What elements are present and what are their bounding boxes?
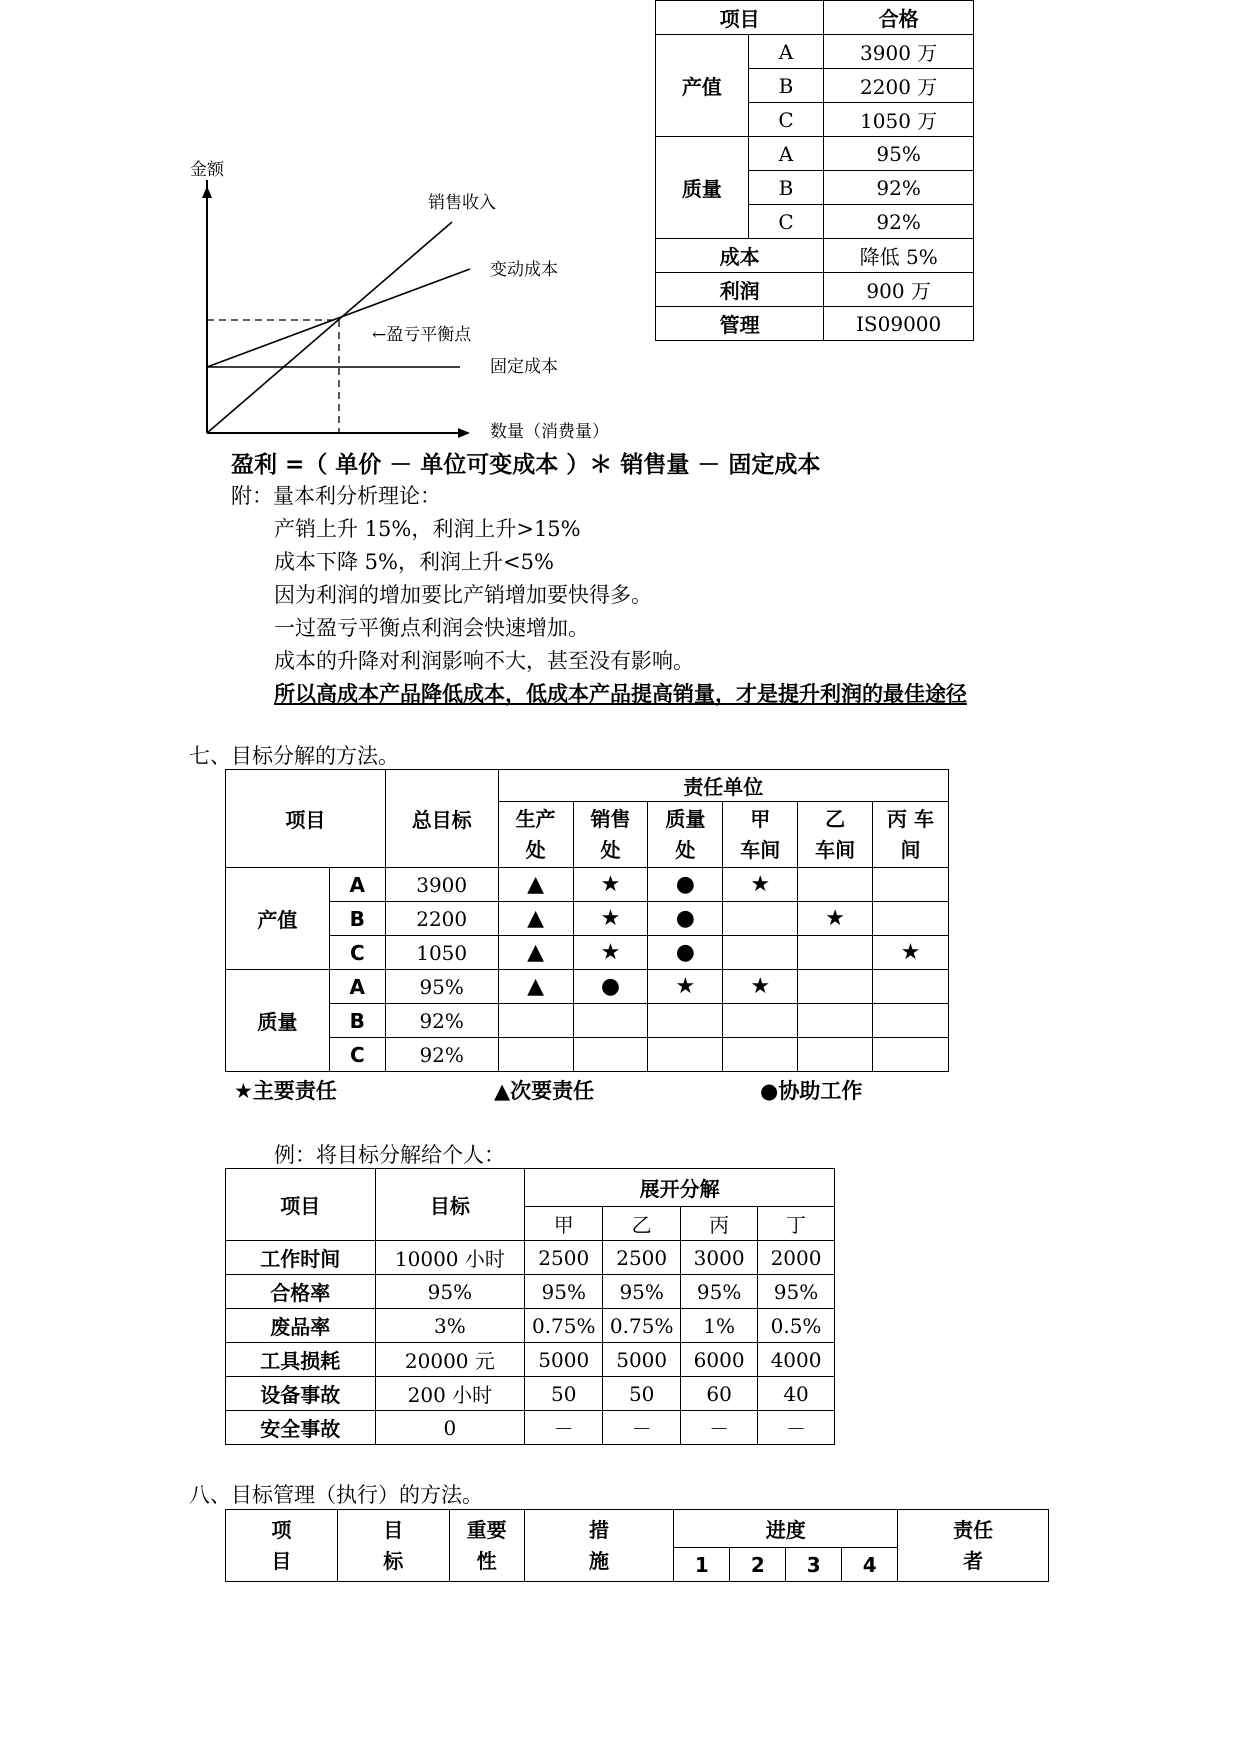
- exec-header-item: [226, 1510, 338, 1582]
- summary-value: 3900 万: [824, 35, 974, 69]
- decomp-mark: [573, 1038, 648, 1072]
- unit-line1: 质量: [665, 806, 706, 831]
- progress-col: 1: [674, 1548, 730, 1582]
- decomp-header-units: 责任单位: [498, 770, 948, 802]
- header-line2: 者: [963, 1548, 984, 1573]
- decomp-mark: [798, 970, 873, 1004]
- summary-management-label: 管理: [656, 307, 824, 341]
- decomp-mark: ★: [573, 936, 648, 970]
- summary-output-label: 产值: [656, 35, 749, 137]
- decomp-mark: ★: [573, 868, 648, 902]
- decomp-unit-header: [498, 802, 573, 868]
- summary-header-qualified: 合格: [824, 1, 974, 35]
- personal-value: 95%: [603, 1275, 681, 1309]
- decomp-total: 2200: [385, 902, 498, 936]
- personal-value: －: [525, 1411, 603, 1445]
- header-line1: 项: [271, 1517, 292, 1542]
- decomp-mark: ▲: [498, 868, 573, 902]
- person-header: 丁: [758, 1207, 835, 1241]
- appendix-line: 成本的升降对利润影响不大，甚至没有影响。: [274, 649, 694, 673]
- decomp-group-quality: 质量: [226, 970, 330, 1072]
- summary-cost-label: 成本: [656, 239, 824, 273]
- decomp-mark: [873, 868, 949, 902]
- decomp-mark: ★: [723, 970, 798, 1004]
- personal-value: －: [603, 1411, 681, 1445]
- personal-value: 95%: [525, 1275, 603, 1309]
- header-line2: 目: [271, 1548, 292, 1573]
- summary-value: 1050 万: [824, 103, 974, 137]
- decomp-total: 92%: [385, 1038, 498, 1072]
- decomp-unit-header: [723, 802, 798, 868]
- decomp-grade: A: [329, 970, 385, 1004]
- person-header: 丙: [681, 1207, 758, 1241]
- decomp-mark: [648, 1004, 723, 1038]
- variable-cost-line: [207, 269, 470, 367]
- progress-col: 3: [786, 1548, 842, 1582]
- personal-target: 200 小时: [375, 1377, 525, 1411]
- unit-line1: 销售: [590, 806, 631, 831]
- personal-header-breakdown: 展开分解: [525, 1169, 835, 1207]
- decomp-mark: ★: [648, 970, 723, 1004]
- unit-line1: 甲: [750, 806, 771, 831]
- fixed-cost-label: 固定成本: [490, 357, 558, 377]
- personal-header-target: 目标: [375, 1169, 525, 1241]
- personal-value: 50: [525, 1377, 603, 1411]
- summary-grade: B: [748, 171, 824, 205]
- summary-profit-label: 利润: [656, 273, 824, 307]
- progress-col: 2: [730, 1548, 786, 1582]
- header-line1: 责任: [953, 1517, 994, 1542]
- personal-target: 3%: [375, 1309, 525, 1343]
- decomp-mark: ●: [648, 936, 723, 970]
- decomp-header-item: 项目: [226, 770, 386, 868]
- decomp-total: 95%: [385, 970, 498, 1004]
- appendix-line: 产销上升 15%，利润上升>15%: [274, 517, 581, 541]
- personal-value: 0.75%: [603, 1309, 681, 1343]
- decomp-grade: C: [329, 1038, 385, 1072]
- personal-value: －: [681, 1411, 758, 1445]
- decomp-header-total: 总目标: [385, 770, 498, 868]
- decomp-mark: [498, 1004, 573, 1038]
- personal-value: 2000: [758, 1241, 835, 1275]
- personal-header-item: 项目: [226, 1169, 376, 1241]
- personal-value: 95%: [758, 1275, 835, 1309]
- decomp-mark: [798, 1038, 873, 1072]
- summary-table: [655, 0, 974, 341]
- decomp-mark: ●: [573, 970, 648, 1004]
- exec-header-measures: [524, 1510, 674, 1582]
- summary-cost-value: 降低 5%: [824, 239, 974, 273]
- appendix-line: 一过盈亏平衡点利润会快速增加。: [274, 616, 589, 640]
- personal-item: 工具损耗: [226, 1343, 376, 1377]
- header-line1: 重要: [466, 1517, 507, 1542]
- person-header: 乙: [603, 1207, 681, 1241]
- decomp-grade: B: [329, 902, 385, 936]
- personal-value: 50: [603, 1377, 681, 1411]
- summary-header-item: 项目: [656, 1, 824, 35]
- personal-target: 95%: [375, 1275, 525, 1309]
- appendix-line: 因为利润的增加要比产销增加要快得多。: [274, 583, 652, 607]
- decomp-mark: [723, 902, 798, 936]
- chart-y-axis-label: 金额: [190, 160, 224, 180]
- execution-table: [225, 1509, 1049, 1582]
- legend-secondary: ▲次要责任: [494, 1079, 595, 1103]
- decomp-mark: ●: [648, 868, 723, 902]
- decomp-grade: A: [329, 868, 385, 902]
- personal-value: －: [758, 1411, 835, 1445]
- decomp-mark: [798, 868, 873, 902]
- unit-line2: 车间: [740, 837, 781, 862]
- y-axis-arrow: [202, 186, 212, 198]
- decomp-mark: ★: [798, 902, 873, 936]
- personal-value: 2500: [603, 1241, 681, 1275]
- decomp-grade: C: [329, 936, 385, 970]
- decomp-mark: [723, 936, 798, 970]
- unit-line2: 处: [600, 837, 621, 862]
- personal-item: 合格率: [226, 1275, 376, 1309]
- decomp-group-output: 产值: [226, 868, 330, 970]
- decomp-mark: [873, 902, 949, 936]
- personal-value: 4000: [758, 1343, 835, 1377]
- unit-line2: 处: [675, 837, 696, 862]
- decomp-mark: [798, 936, 873, 970]
- section7-heading: 七、目标分解的方法。: [189, 744, 399, 768]
- decomp-mark: [723, 1038, 798, 1072]
- personal-item: 设备事故: [226, 1377, 376, 1411]
- unit-line2: 间: [900, 837, 921, 862]
- header-line1: 措: [589, 1517, 610, 1542]
- header-line2: 施: [589, 1548, 610, 1573]
- summary-grade: A: [748, 35, 824, 69]
- personal-value: 2500: [525, 1241, 603, 1275]
- decomp-unit-header: [873, 802, 949, 868]
- decomp-mark: [873, 1038, 949, 1072]
- unit-line2: 车间: [815, 837, 856, 862]
- personal-value: 5000: [525, 1343, 603, 1377]
- person-header: 甲: [525, 1207, 603, 1241]
- x-axis-arrow: [458, 428, 470, 438]
- personal-value: 0.5%: [758, 1309, 835, 1343]
- personal-value: 60: [681, 1377, 758, 1411]
- personal-target: 10000 小时: [375, 1241, 525, 1275]
- personal-value: 3000: [681, 1241, 758, 1275]
- breakeven-label: ←盈亏平衡点: [372, 325, 472, 345]
- personal-item: 废品率: [226, 1309, 376, 1343]
- revenue-label: 销售收入: [428, 193, 496, 213]
- personal-value: 5000: [603, 1343, 681, 1377]
- decomp-mark: ★: [873, 936, 949, 970]
- summary-profit-value: 900 万: [824, 273, 974, 307]
- summary-value: 2200 万: [824, 69, 974, 103]
- decomp-total: 92%: [385, 1004, 498, 1038]
- decomp-unit-header: [798, 802, 873, 868]
- personal-item: 工作时间: [226, 1241, 376, 1275]
- decomp-mark: [873, 970, 949, 1004]
- personal-value: 95%: [681, 1275, 758, 1309]
- decomp-grade: B: [329, 1004, 385, 1038]
- decomp-mark: ★: [573, 902, 648, 936]
- summary-quality-label: 质量: [656, 137, 749, 239]
- summary-management-value: IS09000: [824, 307, 974, 341]
- decomp-total: 3900: [385, 868, 498, 902]
- unit-line2: 处: [525, 837, 546, 862]
- personal-value: 40: [758, 1377, 835, 1411]
- exec-header-progress: 进度: [674, 1510, 898, 1548]
- summary-value: 92%: [824, 171, 974, 205]
- summary-grade: C: [748, 103, 824, 137]
- decomp-mark: ★: [723, 868, 798, 902]
- decomp-mark: ●: [648, 902, 723, 936]
- breakeven-chart: [190, 180, 480, 440]
- personal-value: 6000: [681, 1343, 758, 1377]
- unit-line1: 丙 车: [887, 806, 935, 831]
- legend-assist: ●协助工作: [760, 1079, 863, 1103]
- variable-cost-label: 变动成本: [490, 260, 558, 280]
- decomp-mark: ▲: [498, 936, 573, 970]
- progress-col: 4: [842, 1548, 898, 1582]
- header-line1: 目: [383, 1517, 404, 1542]
- appendix-line: 成本下降 5%，利润上升<5%: [274, 550, 554, 574]
- decomp-mark: [573, 1004, 648, 1038]
- personal-value: 0.75%: [525, 1309, 603, 1343]
- appendix-title: 附：量本利分析理论：: [231, 484, 441, 508]
- example-caption: 例：将目标分解给个人：: [274, 1143, 505, 1167]
- decomp-mark: [873, 1004, 949, 1038]
- summary-value: 92%: [824, 205, 974, 239]
- section8-heading: 八、目标管理（执行）的方法。: [189, 1483, 483, 1507]
- personal-item: 安全事故: [226, 1411, 376, 1445]
- decomp-mark: ▲: [498, 902, 573, 936]
- decomp-mark: [498, 1038, 573, 1072]
- profit-formula: 盈利 =（ 单价 － 单位可变成本 ）＊ 销售量 － 固定成本: [231, 452, 821, 478]
- personal-target: 20000 元: [375, 1343, 525, 1377]
- decomp-mark: [798, 1004, 873, 1038]
- decomp-mark: ▲: [498, 970, 573, 1004]
- decomp-total: 1050: [385, 936, 498, 970]
- personal-value: 1%: [681, 1309, 758, 1343]
- appendix-conclusion: 所以高成本产品降低成本，低成本产品提高销量，才是提升利润的最佳途径: [274, 682, 967, 706]
- exec-header-owner: [898, 1510, 1049, 1582]
- personal-decomposition-table: [225, 1168, 835, 1445]
- summary-grade: C: [748, 205, 824, 239]
- header-line2: 性: [476, 1548, 497, 1573]
- decomp-mark: [648, 1038, 723, 1072]
- decomp-mark: [723, 1004, 798, 1038]
- decomp-unit-header: [648, 802, 723, 868]
- summary-grade: A: [748, 137, 824, 171]
- exec-header-target: [337, 1510, 449, 1582]
- unit-line1: 乙: [825, 806, 846, 831]
- summary-grade: B: [748, 69, 824, 103]
- unit-line1: 生产: [515, 806, 556, 831]
- personal-target: 0: [375, 1411, 525, 1445]
- summary-value: 95%: [824, 137, 974, 171]
- header-line2: 标: [383, 1548, 404, 1573]
- x-axis-label: 数量（消费量）: [490, 422, 609, 442]
- decomposition-table: [225, 769, 949, 1072]
- exec-header-importance: [449, 1510, 524, 1582]
- legend-primary: ★主要责任: [234, 1079, 337, 1103]
- decomp-unit-header: [573, 802, 648, 868]
